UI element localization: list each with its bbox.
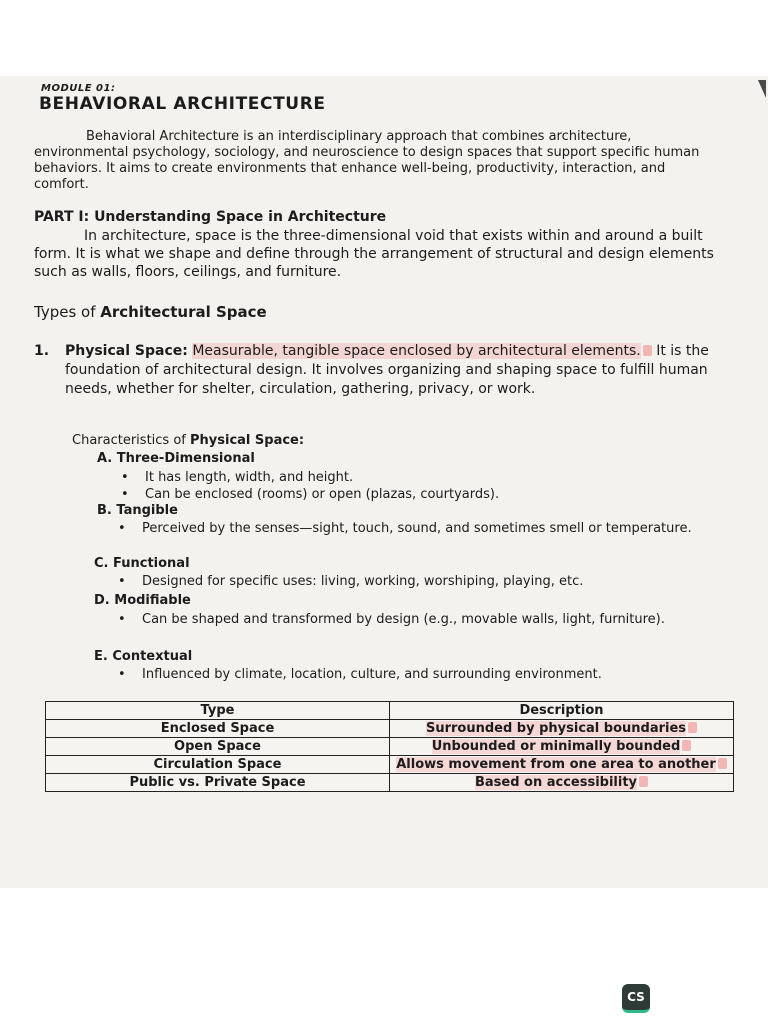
characteristics-heading-bold: Physical Space: [190,433,305,448]
table-row [46,756,734,774]
table-header-description: Description [390,702,734,720]
characteristics-heading [72,433,304,448]
types-heading-bold: Architectural Space [100,303,267,321]
space-types-table [45,701,734,792]
table-header-row [46,702,734,720]
highlighted-definition: Measurable, tangible space enclosed by architectural elements. [192,343,641,359]
char-a-bullet-2: • Can be enclosed (rooms) or open (plazas, courtyards). [145,486,745,503]
table-header-type: Type [46,702,390,720]
table-cell-description [390,756,734,774]
highlighted-description: Allows movement from one area to another [396,757,716,772]
table-cell-type: Open Space [46,738,390,756]
table-cell-type: Circulation Space [46,756,390,774]
char-b-title: B. Tangible [97,503,178,518]
highlighted-description: Surrounded by physical boundaries [425,721,687,736]
table-cell-description [390,738,734,756]
camscanner-logo-icon: CS [622,984,650,1013]
page-title: BEHAVIORAL ARCHITECTURE [39,94,326,114]
module-label: MODULE 01: [41,83,116,94]
table-row [46,720,734,738]
characteristics-heading-prefix: Characteristics of [72,433,190,448]
types-heading [34,303,267,321]
highlighter-mark [718,758,727,769]
intro-paragraph: Behavioral Architecture is an interdisciplinary approach that combines architecture, environmental psychology, sociology, and neuroscience to design spaces that support specific human behaviors. It aims to create environments that enhance well-being, productivity, interaction, and comfort. [34,129,700,192]
part1-paragraph: In architecture, space is the three-dimensional void that exists within and around a built form. It is what we shape and define through the arrangement of structural and design elements such as walls, floors, ceilings, and furniture. [34,228,714,280]
physical-space-description: It is the foundation of architectural design. It involves organizing and shaping space to fulfill human needs, whether for shelter, circulation, gathering, privacy, or work. [65,343,709,397]
char-b-bullet-1: • Perceived by the senses—sight, touch, sound, and sometimes smell or temperature. [142,520,722,537]
highlighter-mark [639,776,648,787]
highlighter-mark [643,345,652,356]
table-cell-type: Public vs. Private Space [46,774,390,792]
char-c-bullet-1: • Designed for specific uses: living, working, worshiping, playing, etc. [142,573,742,590]
highlighted-description: Unbounded or minimally bounded [431,739,681,754]
physical-space-label: Physical Space: [65,343,188,359]
table-cell-description [390,720,734,738]
highlighted-description: Based on accessibility [474,775,638,790]
types-heading-prefix: Types of [34,303,101,321]
highlighter-mark [682,740,691,751]
highlighter-mark [688,722,697,733]
char-c-title: C. Functional [94,556,190,571]
table-cell-type: Enclosed Space [46,720,390,738]
char-d-bullet-1: • Can be shaped and transformed by design (e.g., movable walls, light, furniture). [142,611,722,628]
char-d-title: D. Modifiable [94,593,191,608]
table-row [46,738,734,756]
char-a-bullet-1: • It has length, width, and height. [145,469,745,486]
char-e-bullet-1: • Influenced by climate, location, culture, and surrounding environment. [142,666,742,683]
table-cell-description [390,774,734,792]
physical-space-item [34,342,728,399]
table-row [46,774,734,792]
char-a-title: A. Three-Dimensional [97,451,255,466]
char-e-title: E. Contextual [94,649,193,664]
part1-heading: PART I: Understanding Space in Architecture [34,209,387,225]
item-number: 1. [34,343,50,359]
